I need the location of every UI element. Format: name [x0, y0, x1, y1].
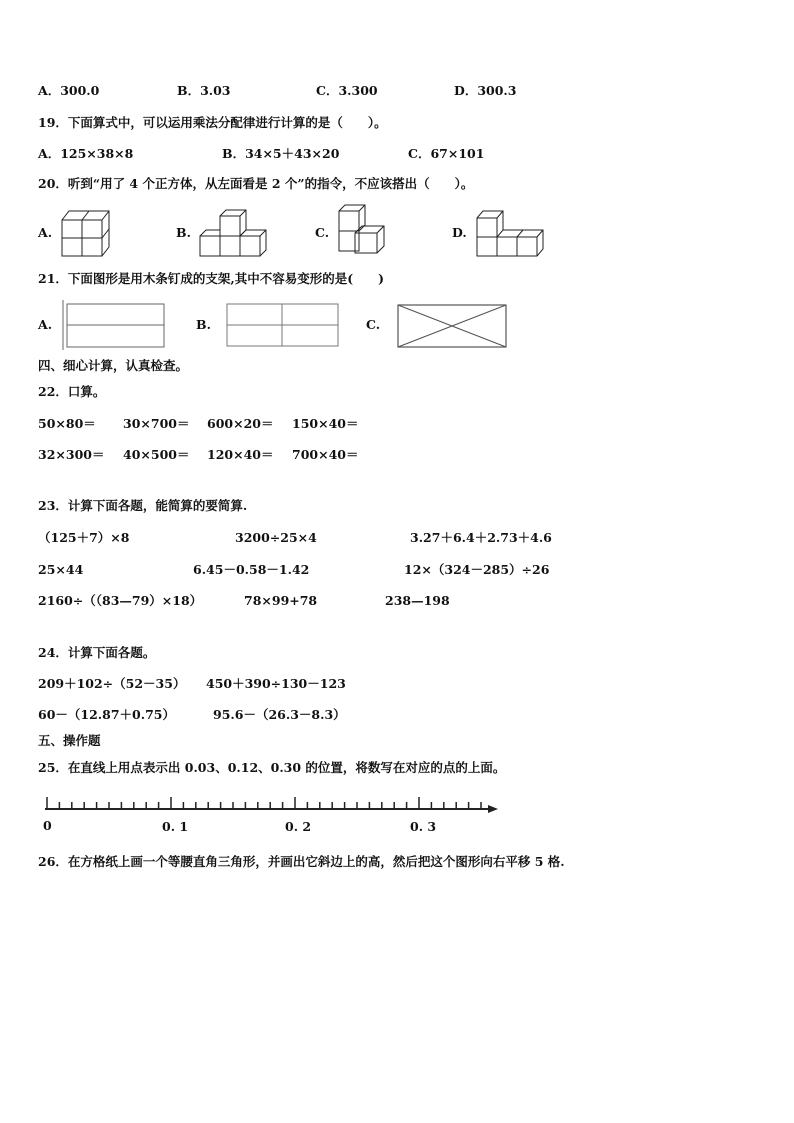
q18-option-a: A．300.0: [38, 83, 100, 98]
q23-item: 25×44: [38, 562, 84, 577]
q23-item: 12×（324－285）÷26: [404, 562, 550, 577]
axis-label-0-2: 0. 2: [285, 819, 312, 834]
q22-item: 32×300＝: [38, 447, 105, 462]
q21-label-c: C.: [366, 317, 381, 332]
cube-figure-a: [60, 208, 110, 258]
axis-label-0-3: 0. 3: [410, 819, 437, 834]
frame-figure-a: [62, 300, 166, 350]
q23-item: 6.45－0.58－1.42: [193, 562, 310, 577]
cube-figure-c: [337, 203, 387, 258]
frame-figure-b: [225, 302, 340, 348]
q20-stem: 20．听到“用了 4 个正方体，从左面看是 2 个”的指令，不应该搭出（ ）。: [38, 176, 474, 191]
q26-stem: 26．在方格纸上画一个等腰直角三角形，并画出它斜边上的高，然后把这个图形向右平移 5 格.: [38, 854, 565, 869]
q23-item: （125＋7）×8: [38, 530, 130, 545]
q18-option-d: D．300.3: [454, 83, 517, 98]
section-4-heading: 四、细心计算，认真检查。: [38, 358, 189, 373]
q23-stem: 23．计算下面各题，能简算的要简算.: [38, 498, 248, 513]
q21-stem: 21．下面图形是用木条钉成的支架,其中不容易变形的是( ): [38, 271, 385, 286]
section-5-heading: 五、操作题: [38, 733, 101, 748]
q20-label-b: B.: [176, 225, 191, 240]
q23-item: 3.27＋6.4＋2.73＋4.6: [410, 530, 552, 545]
q19-stem: 19．下面算式中，可以运用乘法分配律进行计算的是（ ）。: [38, 115, 387, 130]
q22-item: 700×40＝: [292, 447, 359, 462]
q23-item: 2160÷（（83—79）×18）: [38, 593, 203, 608]
axis-label-0-1: 0. 1: [162, 819, 189, 834]
q22-item: 600×20＝: [207, 416, 274, 431]
q25-stem: 25．在直线上用点表示出 0.03、0.12、0.30 的位置，将数写在对应的点的上面。: [38, 760, 506, 775]
q22-item: 120×40＝: [207, 447, 274, 462]
q22-item: 150×40＝: [292, 416, 359, 431]
number-line: [40, 795, 500, 815]
q22-item: 50×80＝: [38, 416, 96, 431]
q20-label-c: C.: [315, 225, 330, 240]
q19-option-c: C．67×101: [408, 146, 485, 161]
q21-label-b: B.: [196, 317, 211, 332]
q18-option-c: C．3.300: [316, 83, 378, 98]
cube-figure-d: [475, 208, 545, 258]
q21-label-a: A.: [38, 317, 53, 332]
q24-stem: 24．计算下面各题。: [38, 645, 156, 660]
q18-option-b: B．3.03: [177, 83, 231, 98]
q23-item: 3200÷25×4: [235, 530, 317, 545]
q19-option-b: B．34×5＋43×20: [222, 146, 340, 161]
q22-stem: 22．口算。: [38, 384, 106, 399]
axis-label-0: 0: [43, 818, 52, 833]
frame-figure-c: [396, 303, 508, 349]
q24-item: 60－（12.87＋0.75）: [38, 707, 175, 722]
q23-item: 78×99+78: [244, 593, 318, 608]
q24-item: 209＋102÷（52－35）: [38, 676, 186, 691]
q20-label-d: D.: [452, 225, 467, 240]
q19-option-a: A．125×38×8: [38, 146, 134, 161]
q23-item: 238—198: [385, 593, 450, 608]
q22-item: 30×700＝: [123, 416, 190, 431]
q20-label-a: A.: [38, 225, 53, 240]
cube-figure-b: [198, 208, 266, 258]
q24-item: 95.6－（26.3－8.3）: [213, 707, 346, 722]
q22-item: 40×500＝: [123, 447, 190, 462]
q24-item: 450＋390÷130－123: [206, 676, 346, 691]
